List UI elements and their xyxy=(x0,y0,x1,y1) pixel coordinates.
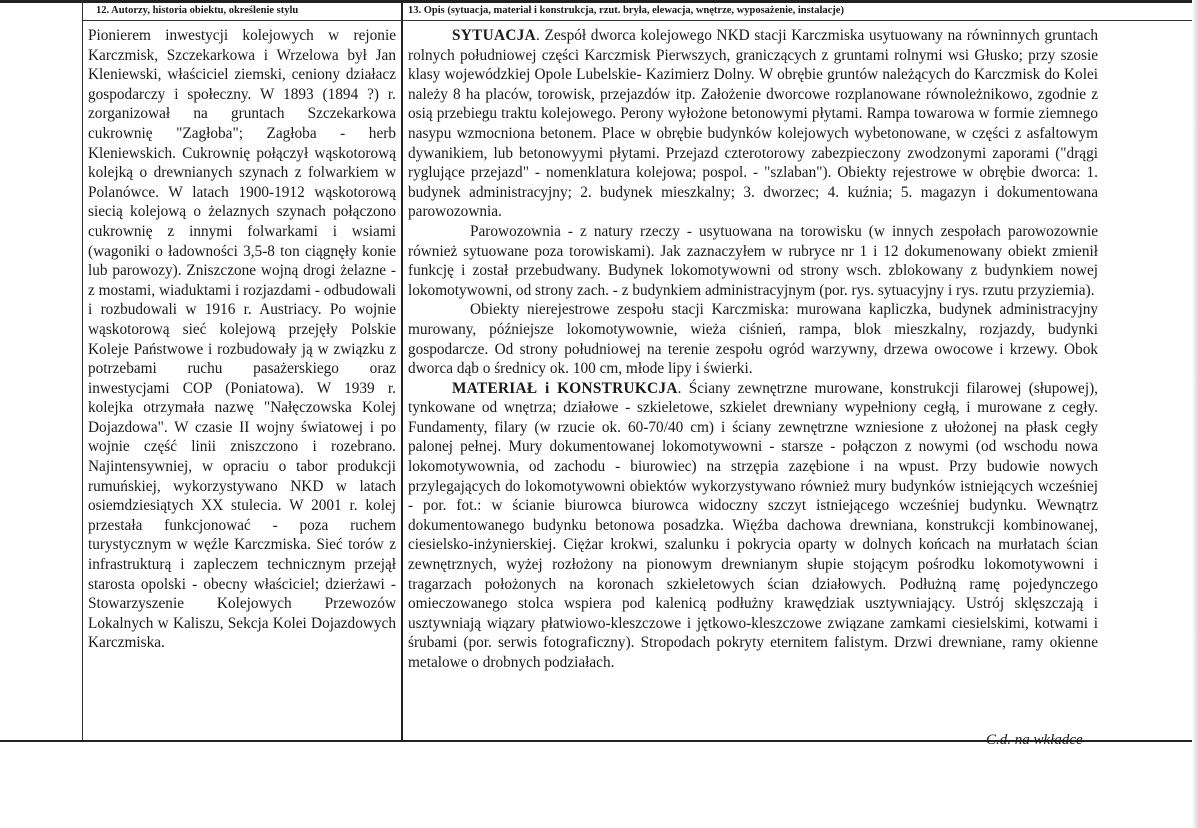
locomotive-shed-paragraph: Parowozownia - z natury rzeczy - usytuowana na torowisku (w innych zespołach parowozownie również sytuowane poza torowiskami). Jak zaznaczyłem w rubryce nr 1 i 12 dokumenowany obiekt zmienił funkcję i został przebudwany. Budynek lokomotywowni od strony wsch. zblokowany z budynkiem nowej lokomotywowni, od strony zach. - z budynkiem administracyjnym (por. rys. sytuacyjny i rys. rzutu przyziemia). xyxy=(408,222,1098,299)
situation-paragraph xyxy=(408,26,1098,222)
situation-text: . Zespół dworca kolejowego NKD stacji Karczmiska usytuowany na równinnych gruntach rolnych południowej części Karczmisk Pierwszych, graniczących z gruntami rolnymi wsi Głusko; przy szosie klasy wojewódzkiej Opole Lubelskie- Kazimierz Dolny. W obrębie gruntów należących do Karczmisk do Kolei należy 8 ha placów, torowisk, przejazdów itp. Założenie dworcowe rozplanowane równoleżnikowo, zgodnie z osią przebiegu traktu kolejowego. Perony wyłożone betonowymi płytami. Rampa towarowa w formie ziemnego nasypu wzmocniona betonem. Place w obrębie budynków kolejowych wybetonowane, w części z asfaltowym dywanikiem, lub betonowyymi płytami. Przejazd czterotorowy zabezpieczony zwodzonymi zaporami ("drągi ryglujące przejazd" - nomenklatura kolejowa; pospol. - "szlaban"). Obiekty rejestrowe w obrębie dworca: 1. budynek administracyjny; 2. budynek mieszkalny; 3. dworzec; 4. kuźnia; 5. magazyn i dokumentowana parowozownia. xyxy=(408,27,1098,221)
history-text: Pionierem inwestycji kolejowych w rejonie Karczmisk, Szczekarkowa i Wrzelowa był Jan Kleniewski, właściciel ziemski, ceniony działacz gospodarczy i społeczny. W 1893 (1894 ?) r. zorganizował na gruntach Szczekarkowa cukrownię "Zagłoba"; Zagłoba - herb Kleniewskich. Cukrownię połączył wąskotorową kolejką o drewnianych szynach z folwarkiem w Polanówce. W latach 1900-1912 wąskotorową siecią kolejową o żelaznych szynach połączono cukrownię z innymi folwarkami i wsiami (wagoniki o ładowności 3,5-8 ton ciągnęły konie lub parowozy). Zniszczone wojną drogi żelazne - z mostami, wiaduktami i rozjazdami - odbudowali i rozbudowali w 1916 r. Austriacy. Po wojnie wąskotorową sieć kolejową przejęły Polskie Koleje Państwowe i rozbudowały ją w związku z potrzebami ruchu pasażerskiego oraz inwestycjami COP (Poniatowa). W 1939 r. kolejka otrzymała nazwę "Nałęczowska Kolej Dojazdowa". W czasie II wojny światowej i po wojnie część linii zniszczono i rozebrano. Najintensywniej, w opraciu o tabor produkcji rumuńskiej, wykorzystywano NKD w latach osiemdziesiątych XX stulecia. W 2001 r. kolej przestała funkcjonować - poza ruchem turystycznym w węźle Karczmiska. Sieć torów z infrastrukturą i zapleczem technicznym przejął starosta opolski - obecny właściciel; dzierżawi - Stowarzyszenie Kolejowych Przewozów Lokalnych w Kaliszu, Sekcja Kolei Dojazdowych Karczmiska. xyxy=(88,27,396,652)
continuation-note: C.d. na wkładce xyxy=(986,732,1083,748)
header-rule xyxy=(82,20,1198,21)
section-13-header: 13. Opis (sytuacja, materiał i konstrukcja, rzut. bryła, elewacja, wnętrze, wyposażenie, instalacje) xyxy=(408,5,844,16)
scan-edge xyxy=(1192,0,1198,828)
history-column xyxy=(88,26,396,653)
material-heading: MATERIAŁ i KONSTRUKCJA xyxy=(452,379,678,397)
section-12-header: 12. Autorzy, historia obiektu, określenie stylu xyxy=(96,5,299,16)
description-column xyxy=(408,26,1098,673)
situation-heading: SYTUACJA xyxy=(452,27,536,44)
material-paragraph xyxy=(408,379,1098,673)
material-text: . Ściany zewnętrzne murowane, konstrukcji filarowej (słupowej), tynkowane od wnętrza; działowe - szkieletowe, szkielet drewniany wypełniony cegłą, i murowane z cegły. Fundamenty, filary (w rzucie ok. 60-70/40 cm) i ściany zewnętrzne wzniesione z ułożonej na płask cegły palonej pełnej. Mury dokumentowanej lokomotywowni - starsze - połączon z nowymi (od wschodu nowa lokomotywownia, od zachodu - biurowiec) na strzępia zazębione i na wpust. Przy budowie nowych przylegających do lokomotywowni obiektów wykorzystywano również mury budynków istniejących wcześniej - por. fot.: w ścianie biurowca biurowca widoczny szczyt istniejącego wcześniej budynku. Wewnątrz dokumentowanego budynku betonowa posadzka. Więźba dachowa drewniana, konstrukcji kombinowanej, ciesielsko-inżynierskiej. Ciężar krokwi, szalunku i pokrycia oparty w dolnych końcach na murłatach ścian zewnętrznych, wyżej rozłożony na pionowym drewnianym słupie stojącym pośrodku lokomotywowni i tragarzach położonych na koronach szkieletowych ścian działowych. Podłużną ramę pojedynczego omieczowanego stolca wspiera pod kalenicą podłużny krawędziak usztywniający. Ustrój sklęszczają i usztywniają wiązary płatwiowo-kleszczowe i jętkowo-kleszczowe związane zamkami ciesielskimi, kotwami i śrubami (por. serwis fotograficzny). Stropodach pokryty eternitem falistym. Drzwi drewniane, ramy okienne metalowe o drobnych podziałach. xyxy=(408,379,1098,671)
unregistered-objects-paragraph: Obiekty nierejestrowe zespołu stacji Karczmiska: murowana kapliczka, budynek administracyjny murowany, późniejsze lokomotywownie, wieża ciśnień, rampa, blok mieszkalny, rozjazdy, budynki gospodarcze. Od strony południowej na terenie zespołu ogród warzywny, drzewa owocowe i krzewy. Obok dworca dąb o średnicy ok. 100 cm, młode lipy i świerki. xyxy=(408,301,1098,378)
column-divider xyxy=(401,0,403,742)
left-border xyxy=(82,0,83,742)
top-border xyxy=(0,0,1198,3)
